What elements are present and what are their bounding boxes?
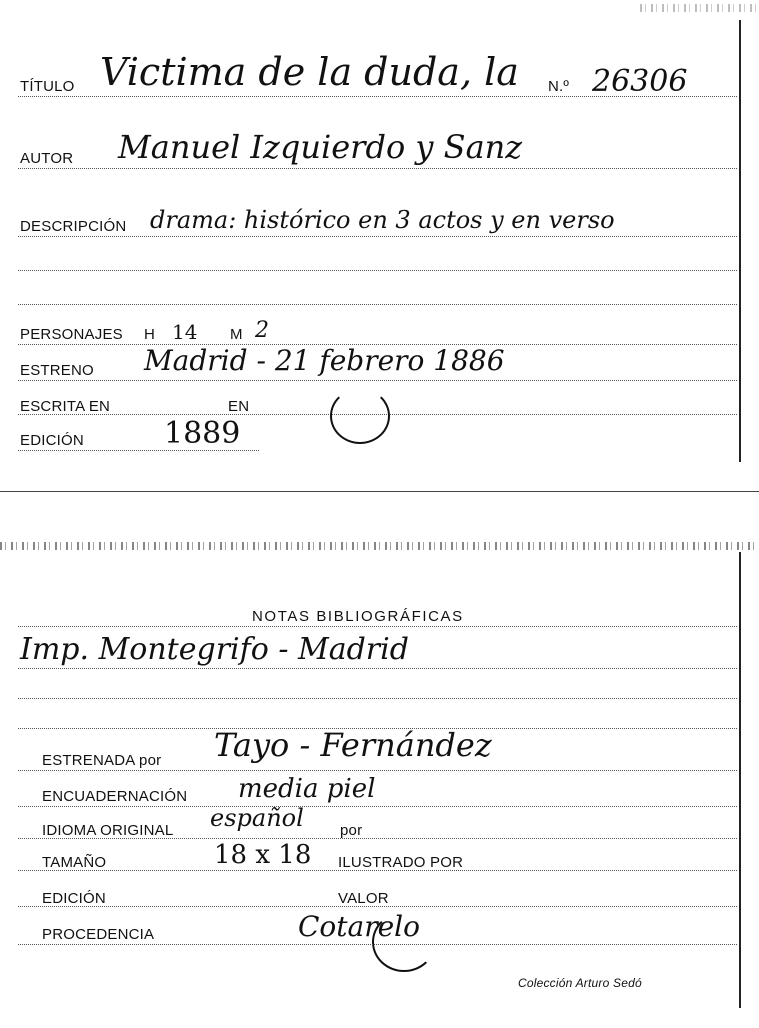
circle-stamp bbox=[330, 388, 390, 444]
rule bbox=[18, 626, 737, 627]
coleccion-stamp: Colección Arturo Sedó bbox=[518, 976, 642, 990]
rule bbox=[18, 96, 737, 97]
rule bbox=[18, 668, 737, 669]
tamano-label: TAMAÑO bbox=[42, 854, 107, 871]
card-right-edge bbox=[739, 552, 741, 1008]
circle-stamp bbox=[372, 912, 436, 972]
procedencia-value: Cotarelo bbox=[298, 910, 420, 943]
rule bbox=[18, 270, 737, 271]
imprenta-value: Imp. Montegrifo - Madrid bbox=[20, 632, 409, 667]
titulo-value: Victima de la duda, la bbox=[100, 50, 519, 94]
m-value: 2 bbox=[255, 318, 269, 343]
tamano-value: 18 x 18 bbox=[214, 840, 312, 870]
numero-value: 26306 bbox=[592, 64, 688, 99]
en-label: EN bbox=[228, 398, 250, 415]
card-right-edge bbox=[739, 20, 741, 462]
autor-value: Manuel Izquierdo y Sanz bbox=[118, 128, 523, 166]
numero-label: N.º bbox=[548, 78, 570, 95]
escrita-label: ESCRITA EN bbox=[20, 398, 111, 415]
edicion-value: 1889 bbox=[164, 416, 241, 451]
notas-heading: NOTAS BIBLIOGRÁFICAS bbox=[252, 608, 464, 625]
m-label: M bbox=[230, 326, 243, 343]
card-edge-noise bbox=[0, 542, 759, 550]
rule bbox=[18, 380, 737, 381]
rule bbox=[18, 236, 737, 237]
encuadernacion-label: ENCUADERNACIÓN bbox=[42, 788, 188, 805]
front-card bbox=[0, 0, 759, 492]
rule bbox=[18, 838, 737, 839]
idioma-label: IDIOMA ORIGINAL bbox=[42, 822, 174, 839]
idioma-value: español bbox=[210, 804, 304, 832]
rule bbox=[18, 806, 737, 807]
rule bbox=[18, 870, 737, 871]
estrenada-value: Tayo - Fernández bbox=[214, 726, 492, 764]
rule bbox=[18, 168, 737, 169]
ilustrado-label: ILUSTRADO POR bbox=[338, 854, 464, 871]
edicion-back-label: EDICIÓN bbox=[42, 890, 106, 907]
estreno-label: ESTRENO bbox=[20, 362, 94, 379]
rule bbox=[18, 906, 737, 907]
autor-label: AUTOR bbox=[20, 150, 74, 167]
por-label: por bbox=[340, 822, 363, 839]
rule bbox=[18, 770, 737, 771]
edicion-label: EDICIÓN bbox=[20, 432, 84, 449]
rule bbox=[18, 698, 737, 699]
card-edge-noise bbox=[640, 4, 759, 12]
descripcion-label: DESCRIPCIÓN bbox=[20, 218, 127, 235]
rule bbox=[18, 944, 737, 945]
procedencia-label: PROCEDENCIA bbox=[42, 926, 155, 943]
h-value: 14 bbox=[172, 320, 198, 344]
card-bottom-edge bbox=[0, 491, 759, 492]
valor-label: VALOR bbox=[338, 890, 389, 907]
rule bbox=[18, 450, 259, 451]
estrenada-label: ESTRENADA por bbox=[42, 752, 162, 769]
rule bbox=[18, 304, 737, 305]
h-label: H bbox=[144, 326, 156, 343]
encuadernacion-value: media piel bbox=[238, 774, 376, 804]
back-card bbox=[0, 540, 759, 1028]
descripcion-value: drama: histórico en 3 actos y en verso bbox=[150, 206, 615, 234]
personajes-label: PERSONAJES bbox=[20, 326, 123, 343]
titulo-label: TÍTULO bbox=[20, 78, 75, 95]
estreno-value: Madrid - 21 febrero 1886 bbox=[144, 344, 505, 377]
